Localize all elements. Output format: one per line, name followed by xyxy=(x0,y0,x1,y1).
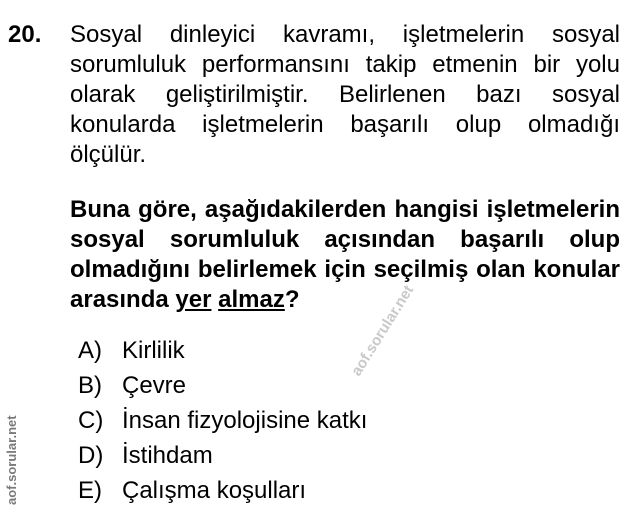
watermark-side: aof.sorular.net xyxy=(4,415,19,505)
option-letter: D) xyxy=(78,441,104,469)
option-text: İnsan fizyolojisine katkı xyxy=(122,406,368,434)
prompt-underlined-yer: yer xyxy=(175,286,212,313)
option-text: Çalışma koşulları xyxy=(122,476,307,504)
question-number: 20. xyxy=(8,21,42,48)
option-a[interactable] xyxy=(78,333,367,368)
option-letter: B) xyxy=(78,371,102,399)
option-text: Kirlilik xyxy=(122,336,185,364)
option-text: İstihdam xyxy=(122,441,213,469)
option-b[interactable] xyxy=(78,368,367,403)
option-letter: E) xyxy=(78,476,102,504)
option-text: Çevre xyxy=(122,371,187,399)
question-prompt xyxy=(70,195,620,315)
answer-options xyxy=(78,333,367,508)
option-letter: C) xyxy=(78,406,104,434)
option-letter: A) xyxy=(78,336,102,364)
prompt-underlined-almaz: almaz xyxy=(218,286,285,313)
prompt-text: Buna göre, aşağıdakilerden hangisi işletmelerin sosyal sorumluluk açısından başarılı olup olmadığını belirlemek için seçilmiş olan konular arasında xyxy=(70,196,620,313)
question-stem: Sosyal dinleyici kavramı, işletmelerin sosyal sorumluluk performansını takip etmenin bir yolu olarak geliştirilmiştir. Belirlenen bazı sosyal konularda işletmelerin başarılı olup olmadığı ölçülür. xyxy=(70,21,620,168)
prompt-question-mark: ? xyxy=(284,286,300,313)
option-c[interactable] xyxy=(78,403,367,438)
option-e[interactable] xyxy=(78,473,367,508)
option-d[interactable] xyxy=(78,438,367,473)
watermark-diagonal: aof.sorular.net xyxy=(348,282,418,380)
